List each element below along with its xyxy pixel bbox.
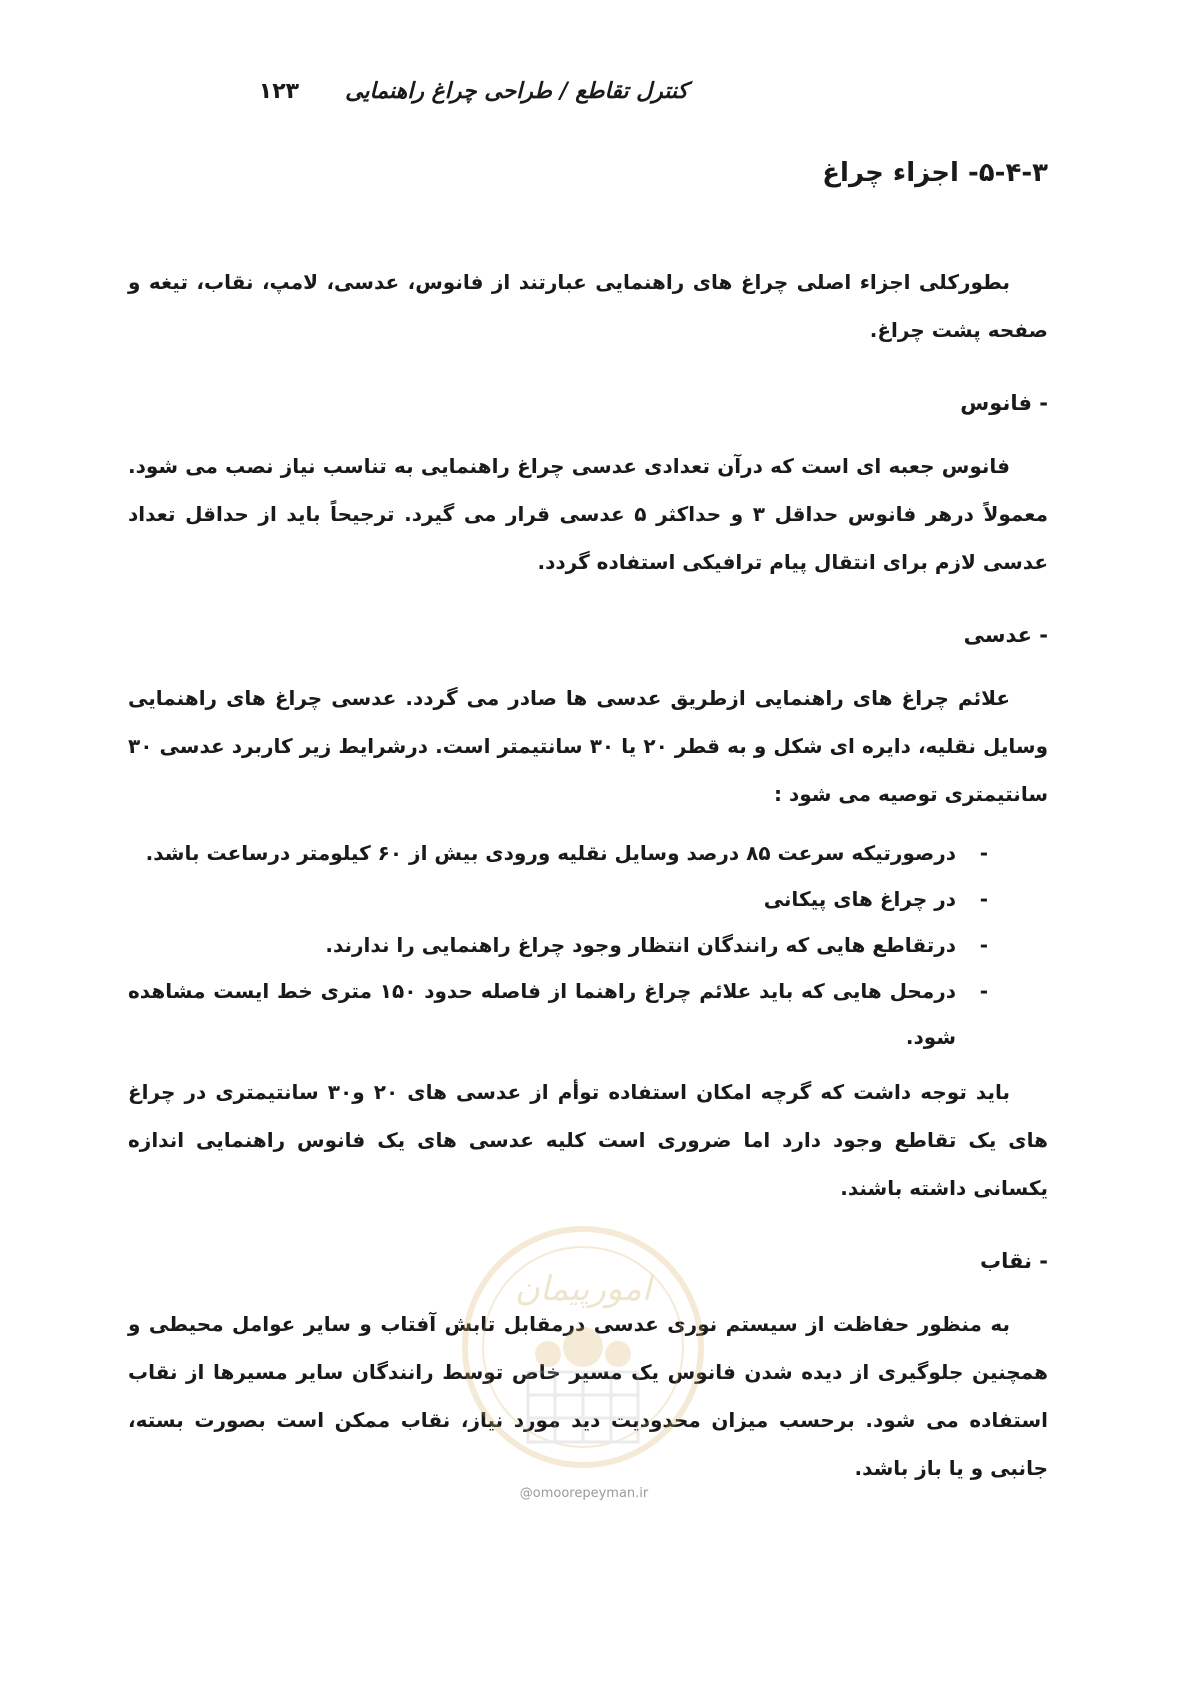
- list-item: [128, 968, 988, 1060]
- lens-note-paragraph: باید توجه داشت که گرچه امکان استفاده توأم از عدسی های ۲۰ و۳۰ سانتیمتری در چراغ های یک تقاطع وجود دارد اما ضروری است کلیه عدسی های یک فانوس راهنمایی اندازه یکسانی داشته باشند.: [128, 1080, 1048, 1200]
- dash-bullet: -: [979, 979, 988, 1003]
- lens-heading: - عدسی: [963, 623, 1048, 647]
- list-item-text: درتقاطع هایی که رانندگان انتظار وجود چراغ راهنمایی را ندارند.: [325, 933, 956, 957]
- running-title: کنترل تقاطع / طراحی چراغ راهنمایی: [345, 78, 688, 104]
- dash-bullet: -: [979, 841, 988, 865]
- lantern-heading: - فانوس: [960, 391, 1048, 415]
- page-body: [128, 150, 1048, 1492]
- list-item-text: درصورتیکه سرعت ۸۵ درصد وسایل نقلیه ورودی بیش از ۶۰ کیلومتر درساعت باشد.: [145, 841, 956, 865]
- list-item-text: درمحل هایی که باید علائم چراغ راهنما از فاصله حدود ۱۵۰ متری خط ایست مشاهده شود.: [128, 979, 956, 1049]
- section-title: ۵-۴-۳- اجزاء چراغ: [822, 158, 1048, 188]
- visor-heading: - نقاب: [979, 1249, 1048, 1273]
- dash-bullet: -: [979, 933, 988, 957]
- visor-paragraph: به منظور حفاظت از سیستم نوری عدسی درمقابل تابش آفتاب و سایر عوامل محیطی و همچنین جلوگیری از دیده شدن فانوس یک مسیر خاص توسط رانندگان سایر مسیرها از نقاب استفاده می شود. برحسب میزان محدودیت دید مورد نیاز، نقاب ممکن است بصورت بسته، جانبی و یا باز باشد.: [128, 1312, 1048, 1480]
- dash-bullet: -: [979, 887, 988, 911]
- watermark-caption: @omoorepeyman.ir: [519, 1486, 649, 1501]
- watermark-logo-text: امورپیمان: [514, 1269, 652, 1309]
- list-item: [128, 922, 988, 968]
- running-header: [128, 78, 688, 118]
- list-item: [128, 876, 988, 922]
- list-item-text: در چراغ های پیکانی: [763, 887, 956, 911]
- list-item: [128, 830, 988, 876]
- lantern-paragraph: فانوس جعبه ای است که درآن تعدادی عدسی چراغ راهنمایی به تناسب نیاز نصب می شود. معمولاً درهر فانوس حداقل ۳ و حداکثر ۵ عدسی قرار می گیرد. ترجیحاً باید از حداقل تعداد عدسی لازم برای انتقال پیام ترافیکی استفاده گردد.: [128, 454, 1048, 574]
- lens-paragraph: علائم چراغ های راهنمایی ازطریق عدسی ها صادر می گردد. عدسی چراغ های راهنمایی وسایل نقلیه، دایره ای شکل و به قطر ۲۰ یا ۳۰ سانتیمتر است. درشرایط زیر کاربرد عدسی ۳۰ سانتیمتری توصیه می شود :: [128, 686, 1048, 806]
- lens-conditions-list: [128, 830, 1048, 1060]
- intro-paragraph: بطورکلی اجزاء اصلی چراغ های راهنمایی عبارتند از فانوس، عدسی، لامپ، نقاب، تیغه و صفحه پشت چراغ.: [128, 270, 1048, 342]
- page-number: ۱۲۳: [258, 79, 300, 104]
